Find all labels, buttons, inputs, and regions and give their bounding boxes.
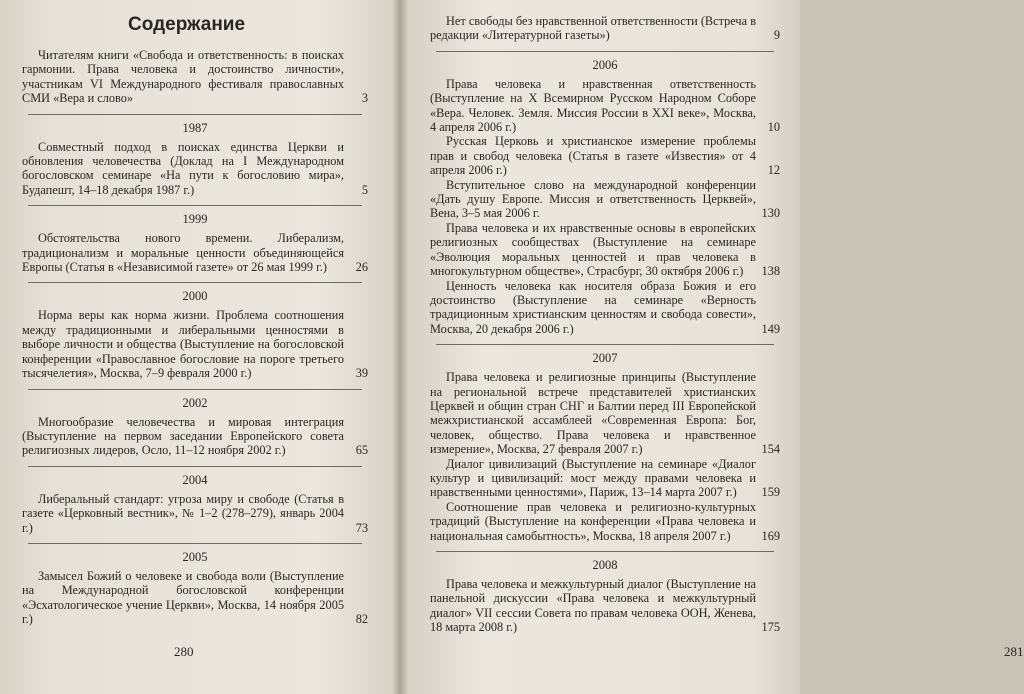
entry-page-number: 138 [761,264,780,279]
entry-title: Читателям книги «Свобода и ответственность: в поисках гармонии. Права человека и достоинство личности», участникам VI Международного фестиваля православных СМИ «Вера и слово» [22,48,344,106]
entry-page-number: 3 [361,91,368,106]
entry-page-number: 159 [761,485,780,500]
toc-entry [22,569,368,627]
entry-title: Ценность человека как носителя образа Божия и его достоинство (Выступление на семинаре «Верность традиционным христианским ценностям и свобода совести», Москва, 20 декабря 2006 г.) [430,278,756,336]
year-heading: 2005 [182,549,208,564]
entry-page-number: 5 [361,182,368,197]
section-divider [436,51,774,52]
entry-title: Диалог цивилизаций (Выступление на семинаре «Диалог культур и цивилизаций: мост между правами человека и нравственными ценностями», Париж, 13–14 марта 2007 г.) [430,456,756,500]
toc-entry [430,577,780,635]
year-heading: 1999 [182,212,208,227]
entry-title: Права человека и их нравственные основы в европейских религиозных сообществах (Выступление на семинаре «Эволюция моральных ценностей и прав человека в многокультурном обществе», Страсбург, 30 октября 2006 г.) [430,220,756,279]
entry-page-number: 9 [773,28,780,43]
entry-title: Норма веры как норма жизни. Проблема соотношения между традиционными и либеральными ценностями в выборе личности и общества (Выступление на богословской конференции «Православное богословие на пороге третьего тысячелетия», Москва, 7–9 февраля 2000 г.) [22,308,344,381]
toc-entry [430,221,780,279]
toc-entry [22,308,368,380]
toc-entry [430,134,780,177]
year-heading: 2002 [182,395,208,410]
year-heading: 2004 [182,472,208,487]
entry-page-number: 39 [355,366,368,381]
toc-entry [430,279,780,337]
section-divider [28,282,362,283]
toc-entry [22,231,368,274]
year-heading: 2007 [592,351,618,366]
entry-title: Нет свободы без нравственной ответственности (Встреча в редакции «Литературной газеты») [430,14,756,43]
entry-title: Русская Церковь и христианское измерение проблемы прав и свобод человека (Статья в газете «Известия» от 4 апреля 2006 г.) [430,134,756,178]
toc-entry [430,500,780,543]
page-number-right: 281 [1004,644,1024,659]
section-divider [28,205,362,206]
entry-title: Права человека и межкультурный диалог (Выступление на панельной дискуссии «Права человека и межкультурный диалог» VII сессии Совета по правам человека ООН, Женева, 18 марта 2008 г.) [430,577,756,635]
year-heading: 2008 [592,558,618,572]
entry-page-number: 82 [355,612,368,627]
toc-entry [430,77,780,135]
entry-page-number: 175 [761,620,780,635]
toc-entry [22,140,368,198]
entry-page-number: 169 [761,528,780,543]
entry-title: Многообразие человечества и мировая интеграция (Выступление на первом заседании Европейского совета религиозных лидеров, Осло, 11–12 ноября 2002 г.) [22,414,344,458]
entry-page-number: 73 [355,520,368,535]
entry-page-number: 65 [355,443,368,458]
entry-page-number: 149 [761,321,780,336]
entry-title: Замысел Божий о человеке и свобода воли (Выступление на Международной богословской конференции «Эсхатологическое учение Церкви», Москва, 14 ноября 2005 г.) [22,568,344,627]
toc-list-right [430,14,780,635]
toc-entry [430,457,780,500]
toc-entry [430,14,780,43]
section-divider [28,466,362,467]
entry-title: Либеральный стандарт: угроза миру и свободе (Статья в газете «Церковный вестник», № 1–2 (278–279), январь 2004 г.) [22,491,344,535]
section-divider [436,551,774,552]
section-divider [28,543,362,544]
toc-entry [22,48,368,106]
entry-page-number: 10 [767,120,780,135]
section-divider [28,389,362,390]
entry-page-number: 26 [355,260,368,275]
toc-entry [430,370,780,456]
entry-title: Права человека и нравственная ответственность (Выступление на X Всемирном Русском Народном Соборе «Вера. Человек. Земля. Миссия России в XXI веке», Москва, 4 апреля 2006 г.) [430,76,756,135]
page-number-left: 280 [174,644,194,659]
left-page [0,0,400,694]
entry-page-number: 130 [761,206,780,221]
entry-title: Права человека и религиозные принципы (Выступление на региональной встрече представителей христианских Церквей и общин стран СНГ и Балтии перед III Европейской межхристианской ассамблеей «Современная Европа: Бог, человек, общество. Права человека и нравственное измерение», Москва, 27 февраля 2007 г.) [430,370,756,457]
section-divider [436,344,774,345]
toc-list-left [22,48,368,627]
entry-title: Соотношение прав человека и религиозно-культурных традиций (Выступление на конференции «Права человека и национальная самобытность», Москва, 18 апреля 2007 г.) [430,499,756,543]
year-heading: 2000 [182,289,208,304]
page-heading: Содержание [128,14,246,35]
toc-entry [22,492,368,535]
entry-title: Обстоятельства нового времени. Либерализм, традиционализм и моральные ценности объединяющейся Европы (Статья в «Независимой газете» от 26 мая 1999 г.) [22,231,344,275]
entry-title: Вступительное слово на международной конференции «Дать душу Европе. Миссия и ответственность Церквей», Вена, 3–5 мая 2006 г. [430,177,756,221]
year-heading: 1987 [182,120,208,135]
year-heading: 2006 [592,57,618,72]
toc-entry [430,178,780,221]
section-divider [28,114,362,115]
entry-page-number: 154 [761,442,780,457]
entry-title: Совместный подход в поисках единства Церкви и обновления человечества (Доклад на I Международном богословском семинаре «На пути к богословию мира», Будапешт, 14–18 декабря 1987 г.) [22,139,344,197]
entry-page-number: 12 [767,163,780,178]
toc-entry [22,415,368,458]
